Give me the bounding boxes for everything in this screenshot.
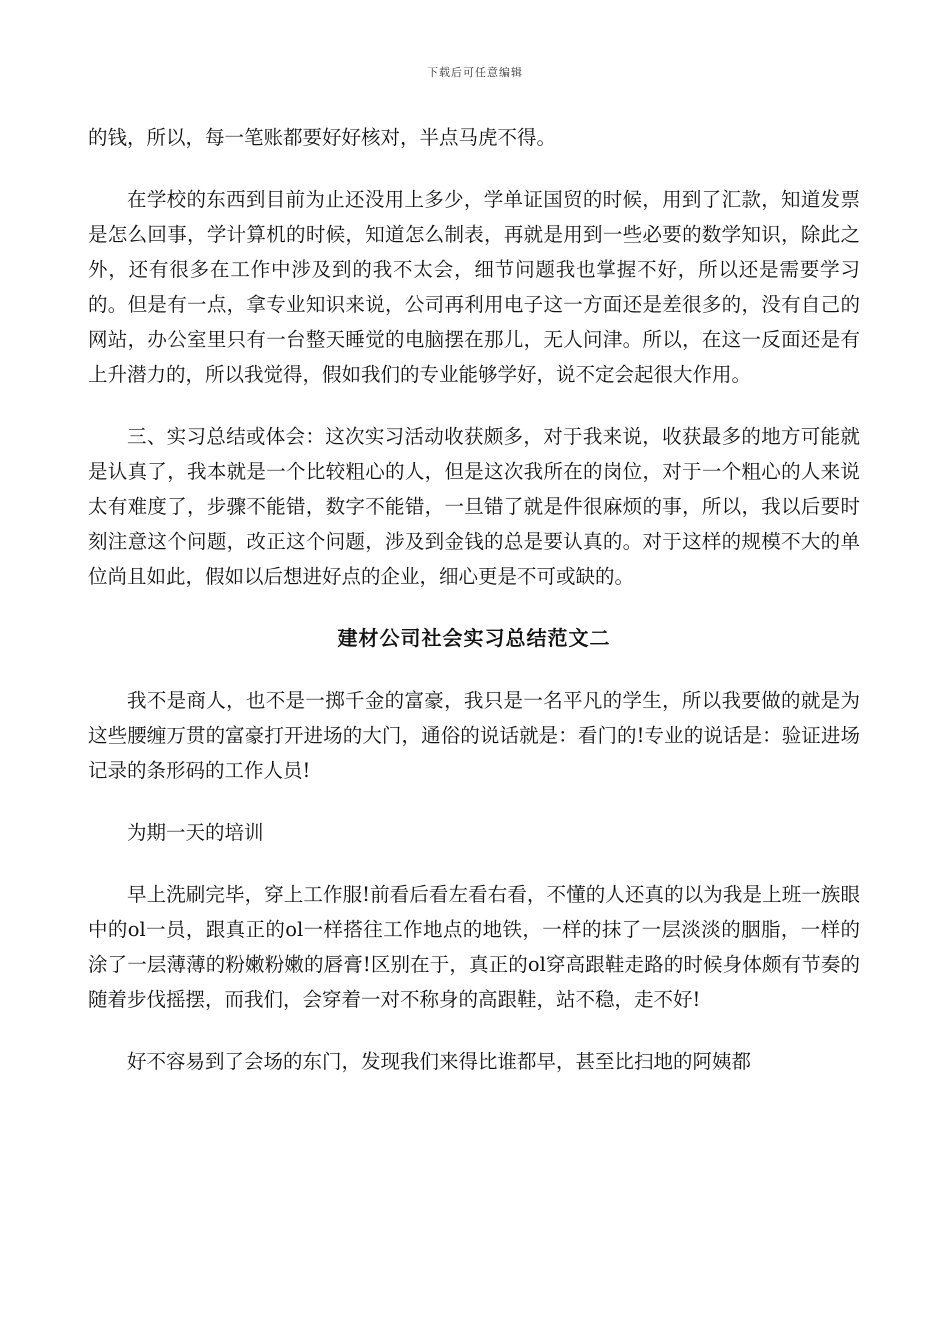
paragraph-7: 好不容易到了会场的东门，发现我们来得比谁都早，甚至比扫地的阿姨都 xyxy=(127,1050,752,1073)
section-title: 建材公司社会实习总结范文二 xyxy=(337,626,611,650)
paragraph-1: 的钱，所以，每一笔账都要好好核对，半点马虎不得。 xyxy=(88,126,557,149)
paragraph-3: 三、实习总结或体会：这次实习活动收获颇多，对于我来说，收获最多的地方可能就是认真了，我本就是一个比较粗心的人，但是这次我所在的岗位，对于一个粗心的人来说太有难度了，步骤不能错，数字不能错，一旦错了就是件很麻烦的事，所以，我以后要时刻注意这个问题，改正这个问题，涉及到金钱的总是要认真的。对于这样的规模不大的单位尚且如此，假如以后想进好点的企业，细心更是不可或缺的。 xyxy=(88,425,860,588)
paragraph-gap xyxy=(88,850,860,877)
header-note: 下载后可任意编辑 xyxy=(427,66,523,79)
paragraph-gap xyxy=(88,594,860,621)
paragraph-gap xyxy=(88,155,860,182)
paragraph-gap xyxy=(88,656,860,683)
paragraph-6: 早上洗刷完毕，穿上工作服!前看后看左看右看，不懂的人还真的以为我是上班一族眼中的ol一员，跟真正的ol一样搭往工作地点的地铁，一样的抹了一层淡淡的胭脂，一样的涂了一层薄薄的粉嫩粉嫩的唇膏!区别在于，真正的ol穿高跟鞋走路的时候身体颇有节奏的随着步伐摇摆，而我们，会穿着一对不称身的高跟鞋，站不稳，走不好! xyxy=(88,883,860,1011)
document-body xyxy=(88,120,860,1079)
paragraph-2: 在学校的东西到目前为止还没用上多少，学单证国贸的时候，用到了汇款，知道发票是怎么回事，学计算机的时候，知道怎么制表，再就是用到一些必要的数学知识，除此之外，还有很多在工作中涉及到的我不太会，细节问题我也掌握不好，所以还是需要学习的。但是有一点，拿专业知识来说，公司再利用电子这一方面还是差很多的，没有自己的网站，办公室里只有一台整天睡觉的电脑摆在那儿，无人问津。所以，在这一反面还是有上升潜力的，所以我觉得，假如我们的专业能够学好，说不定会起很大作用。 xyxy=(88,188,860,386)
paragraph-4: 我不是商人，也不是一掷千金的富豪，我只是一名平凡的学生，所以我要做的就是为这些腰缠万贯的富豪打开进场的大门，通俗的说话就是：看门的!专业的说话是：验证进场记录的条形码的工作人员! xyxy=(88,689,860,782)
paragraph-5: 为期一天的培训 xyxy=(127,821,264,844)
paragraph-gap xyxy=(88,1017,860,1044)
paragraph-gap xyxy=(88,392,860,419)
paragraph-gap xyxy=(88,788,860,815)
